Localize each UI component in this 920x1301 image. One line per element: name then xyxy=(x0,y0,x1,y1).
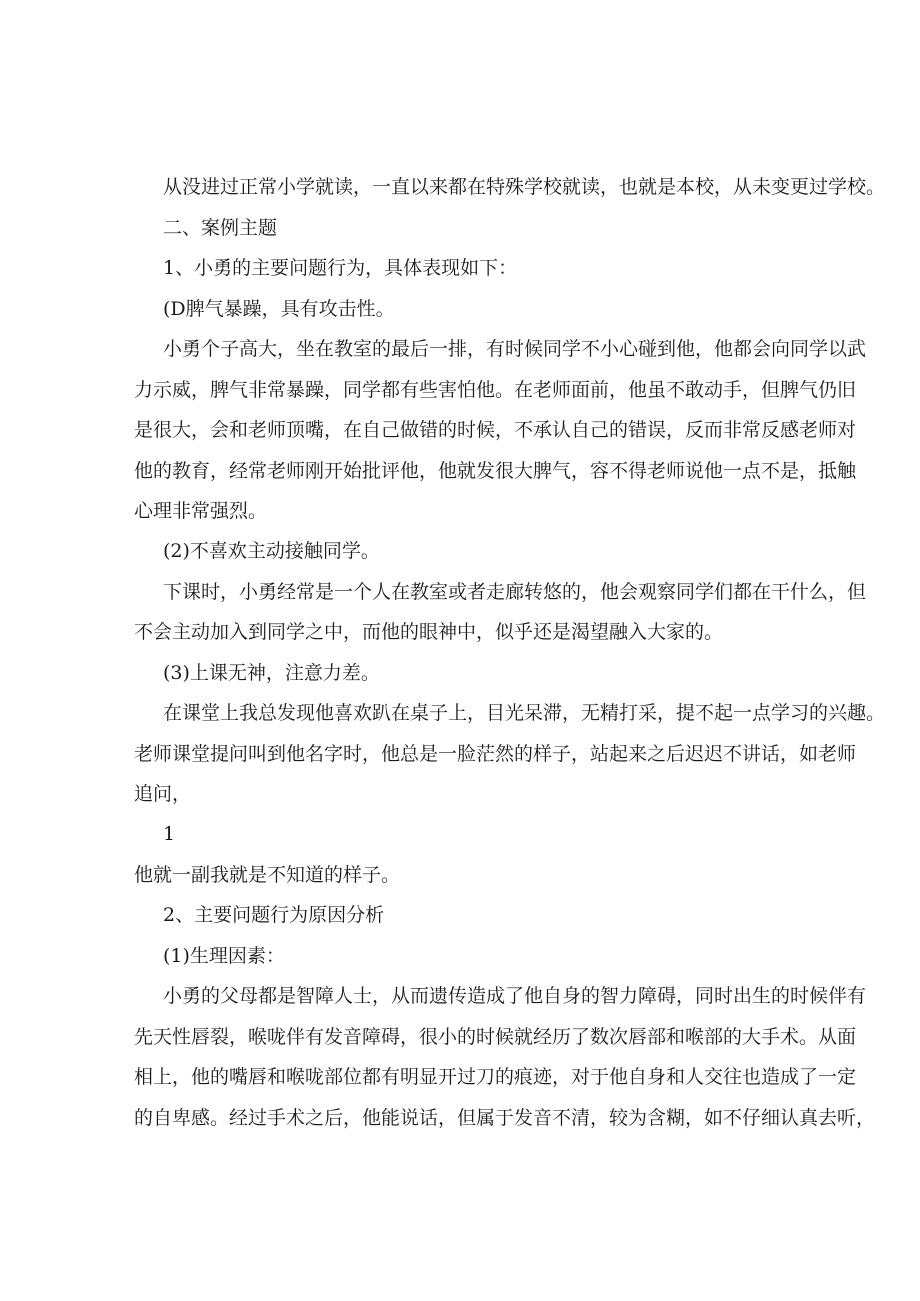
item-heading: (1)生理因素： xyxy=(163,945,285,967)
paragraph-line: 下课时，小勇经常是一个人在教室或者走廊转悠的，他会观察同学们都在干什么，但 xyxy=(163,581,867,603)
paragraph-line: 心理非常强烈。 xyxy=(134,500,268,522)
section-heading: 二、案例主题 xyxy=(163,217,278,239)
paragraph-line: 从没进过正常小学就读，一直以来都在特殊学校就读，也就是本校，从未变更过学校。 xyxy=(163,176,886,198)
paragraph-line: 小勇个子高大，坐在教室的最后一排，有时候同学不小心碰到他，他都会向同学以武 xyxy=(163,338,867,360)
subsection-heading: 2、主要问题行为原因分析 xyxy=(163,904,385,926)
item-heading: (2)不喜欢主动接触同学。 xyxy=(163,540,380,562)
paragraph-line: 老师课堂提问叫到他名字时，他总是一脸茫然的样子，站起来之后迟迟不讲话，如老师 xyxy=(134,743,857,765)
paragraph-line: 他就一副我就是不知道的样子。 xyxy=(134,864,401,886)
paragraph-line: 力示威，脾气非常暴躁，同学都有些害怕他。在老师面前，他虽不敢动手，但脾气仍旧 xyxy=(134,379,857,401)
paragraph-line: 追问， xyxy=(134,783,192,805)
item-heading: (3)上课无神，注意力差。 xyxy=(163,662,380,684)
paragraph-line: 他的教育，经常老师刚开始批评他，他就发很大脾气，容不得老师说他一点不是，抵触 xyxy=(134,460,857,482)
subsection-heading: 1、小勇的主要问题行为，具体表现如下： xyxy=(163,257,518,279)
paragraph-line: 先天性唇裂，喉咙伴有发音障碍，很小的时候就经历了数次唇部和喉部的大手术。从面 xyxy=(134,1026,857,1048)
paragraph-line: 相上，他的嘴唇和喉咙部位都有明显开过刀的痕迹，对于他自身和人交往也造成了一定 xyxy=(134,1066,857,1088)
paragraph-line: 是很大，会和老师顶嘴，在自己做错的时候，不承认自己的错误，反而非常反感老师对 xyxy=(134,419,857,441)
paragraph-line: 在课堂上我总发现他喜欢趴在桌子上，目光呆滞，无精打采，提不起一点学习的兴趣。 xyxy=(163,702,886,724)
item-heading: (D脾气暴躁，具有攻击性。 xyxy=(163,298,395,320)
page-number: 1 xyxy=(163,823,176,845)
paragraph-line: 不会主动加入到同学之中，而他的眼神中，似乎还是渴望融入大家的。 xyxy=(134,621,724,643)
paragraph-line: 小勇的父母都是智障人士，从而遗传造成了他自身的智力障碍，同时出生的时候伴有 xyxy=(163,985,867,1007)
paragraph-line: 的自卑感。经过手术之后，他能说话，但属于发音不清，较为含糊，如不仔细认真去听， xyxy=(134,1107,876,1129)
